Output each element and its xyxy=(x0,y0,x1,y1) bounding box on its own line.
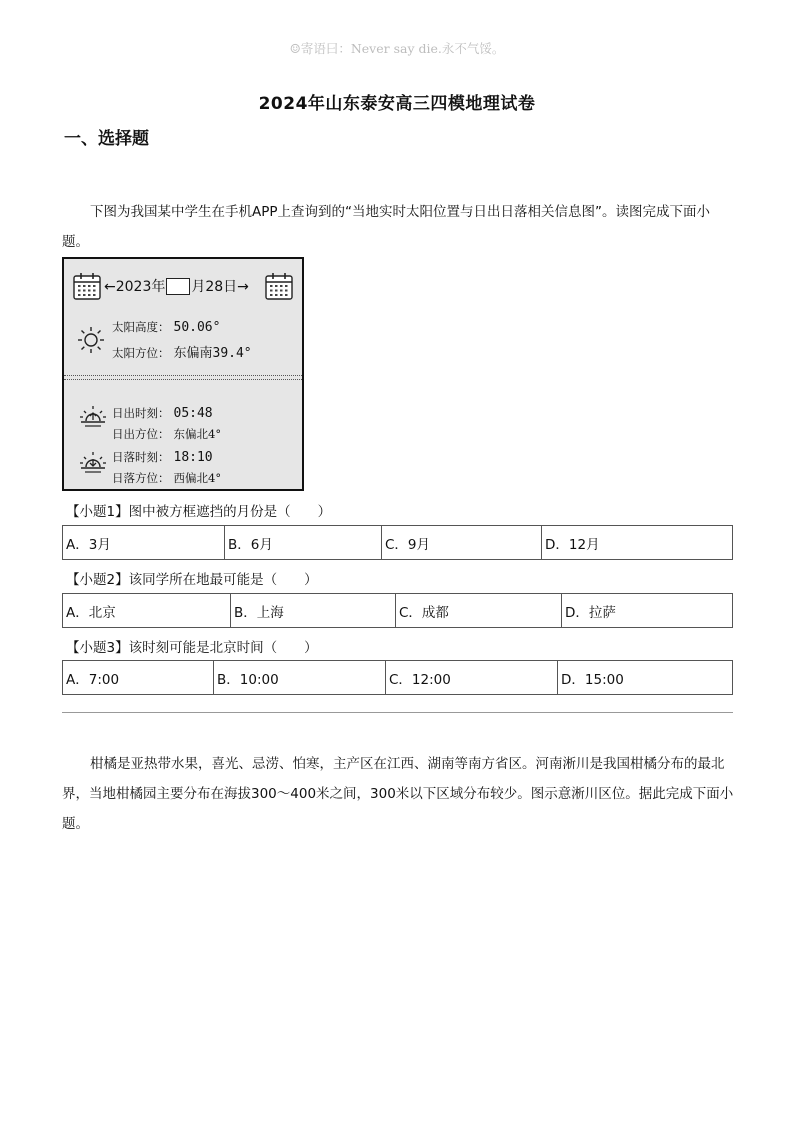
calendar-icon xyxy=(264,271,294,301)
date-row xyxy=(104,275,262,297)
sunrise-icon xyxy=(78,403,108,433)
sun-info-figure xyxy=(62,257,304,491)
date-suffix: 月28日→ xyxy=(191,279,249,295)
option-b[interactable]: B．10:00 xyxy=(214,661,386,694)
month-mask-box xyxy=(166,278,190,295)
sun-altitude-line xyxy=(112,319,220,335)
sun-icon xyxy=(76,325,106,355)
sunset-direction-label: 日落方位： xyxy=(112,471,170,485)
calendar-icon xyxy=(72,271,102,301)
passage-intro: 下图为我国某中学生在手机APP上查询到的“当地实时太阳位置与日出日落相关信息图”。读图完成下面小题。 xyxy=(62,204,711,250)
section-heading: 一、选择题 xyxy=(64,129,149,149)
question-1-options xyxy=(62,525,733,560)
dotted-divider xyxy=(64,375,302,380)
date-prefix: ←2023年 xyxy=(104,279,166,295)
sunrise-time-value: 05:48 xyxy=(173,406,213,421)
sunset-time-line xyxy=(112,449,213,465)
option-b[interactable]: B．上海 xyxy=(231,594,396,627)
sun-azimuth-value: 东偏南39.4° xyxy=(173,346,252,361)
sunrise-direction-value: 东偏北4° xyxy=(173,427,222,441)
option-d[interactable]: D．拉萨 xyxy=(565,604,616,621)
sun-azimuth-line xyxy=(112,342,252,361)
question-2-label: 【小题2】该同学所在地最可能是（ ） xyxy=(66,572,318,588)
sunset-direction-value: 西偏北4° xyxy=(173,471,222,485)
option-d[interactable]: D．15:00 xyxy=(561,671,624,688)
option-a[interactable]: A．北京 xyxy=(63,594,231,627)
question-3-options xyxy=(62,660,733,695)
sunset-time-label: 日落时刻： xyxy=(112,450,170,464)
question-3-label: 【小题3】该时刻可能是北京时间（ ） xyxy=(66,640,318,656)
sun-azimuth-label: 太阳方位： xyxy=(112,346,170,360)
sunset-direction-line xyxy=(112,470,221,486)
sunset-time-value: 18:10 xyxy=(173,450,213,465)
section-separator xyxy=(62,712,733,713)
sun-altitude-label: 太阳高度： xyxy=(112,320,170,334)
option-a[interactable]: A．7:00 xyxy=(63,661,214,694)
option-c[interactable]: C．9月 xyxy=(382,526,542,559)
option-a[interactable]: A．3月 xyxy=(63,526,225,559)
sunrise-direction-line xyxy=(112,426,221,442)
question-2-options xyxy=(62,593,733,628)
option-c[interactable]: C．成都 xyxy=(396,594,562,627)
document-title: 2024年山东泰安高三四模地理试卷 xyxy=(258,94,536,114)
sunrise-direction-label: 日出方位： xyxy=(112,427,170,441)
question-1-label: 【小题1】图中被方框遮挡的月份是（ ） xyxy=(66,504,332,520)
passage-citrus: 柑橘是亚热带水果，喜光、忌涝、怕寒，主产区在江西、湖南等南方省区。河南淅川是我国柑橘分布的最北界，当地柑橘园主要分布在海拔300～400米之间，300米以下区域分布较少。图示意淅川区位。据此完成下面小题。 xyxy=(62,756,734,832)
sun-altitude-value: 50.06° xyxy=(173,320,221,335)
sunrise-time-line xyxy=(112,405,213,421)
sunset-icon xyxy=(78,449,108,479)
sunrise-time-label: 日出时刻： xyxy=(112,406,170,420)
option-b[interactable]: B．6月 xyxy=(225,526,382,559)
option-c[interactable]: C．12:00 xyxy=(386,661,558,694)
header-motto: ☺寄语曰：Never say die.永不气馁。 xyxy=(289,41,505,56)
option-d[interactable]: D．12月 xyxy=(545,536,600,553)
